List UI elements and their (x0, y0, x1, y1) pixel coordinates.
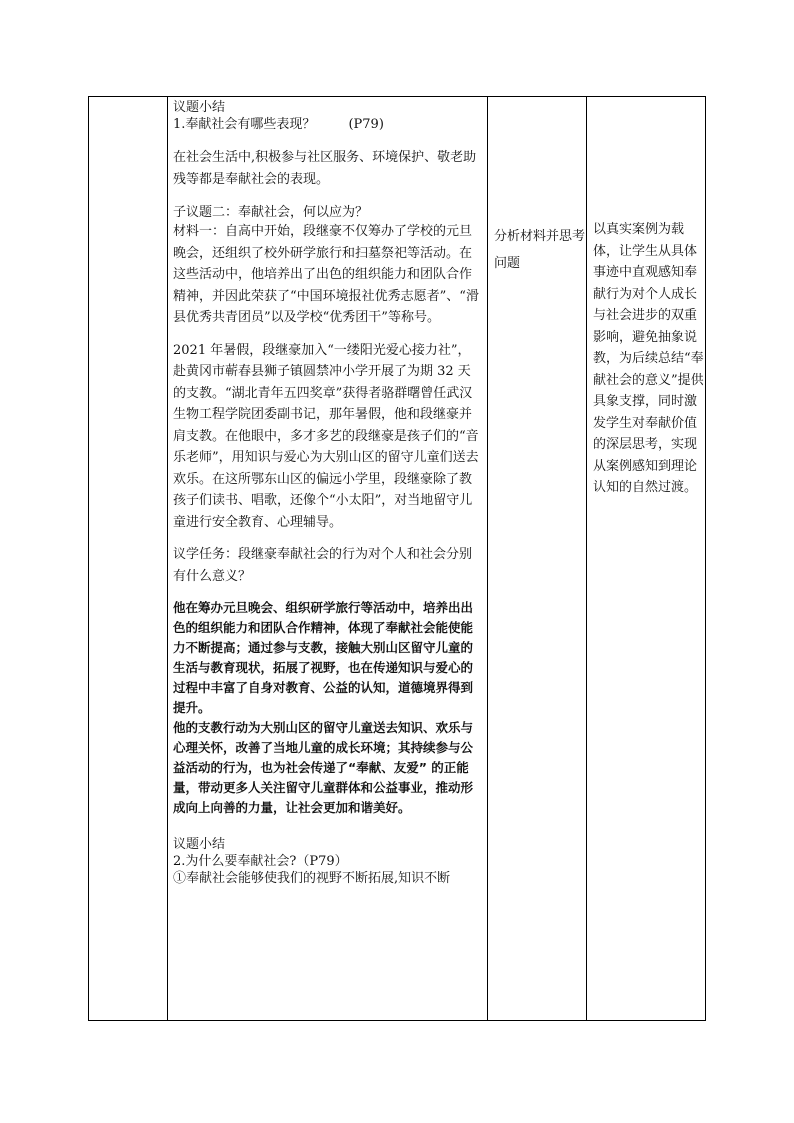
summary-answer: ①奉献社会能够使我们的视野不断拓展,知识不断 (173, 871, 451, 886)
lesson-table (88, 96, 706, 1021)
material-one: 材料一：自高中开始，段继豪不仅筹办了学校的元旦晚会，还组织了校外研学旅行和扫墓祭祀等活动。在这些活动中，他培养出了出色的组织能力和团队合作精神，并因此荣获了“中国环境报社优秀志愿者”、“滑县优秀共青团员”以及学校“优秀团干”等称号。 (173, 224, 479, 325)
student-activity: 分析材料并思考问题 (494, 229, 586, 271)
summary-heading: 议题小结 (173, 837, 226, 852)
design-intent: 以真实案例为载体，让学生从具体事迹中直观感知奉献行为对个人成长与社会进步的双重影响，避免抽象说教，为后续总结“奉献社会的意义”提供具象支撑，同时激发学生对奉献价值的深层思考，实现从案例感知到理论认知的自然过渡。 (593, 222, 704, 495)
summary-answer: 在社会生活中,积极参与社区服务、环境保护、敬老助残等都是奉献社会的表现。 (173, 150, 477, 187)
summary-heading: 议题小结 (173, 100, 226, 115)
summary-question: 1.奉献社会有哪些表现？ (P79) (173, 117, 384, 132)
task-answer: 他在筹办元旦晚会、组织研学旅行等活动中，培养出出色的组织能力和团队合作精神，体现了奉献社会能使能力不断提高；通过参与支教，接触大别山区留守儿童的生活与教育现状，拓展了视野，也在传递知识与爱心的过程中丰富了自身对教育、公益的认知，道德境界得到提升。 他的支教行动为大别山区的留守儿童送去知识、欢乐与心理关怀，改善了当地儿童的成长环境；其持续参与公益活动的行为，也为社会传递了“奉献、友爱” 的正能量，带动更多人关注留守儿童群体和公益事业，推动形成向上向善的力量，让社会更加和谐美好。 (173, 600, 474, 815)
student-activity-column (488, 97, 586, 1020)
learning-task: 议学任务：段继豪奉献社会的行为对个人和社会分别有什么意义？ (173, 547, 473, 584)
sub-topic-title: 子议题二：奉献社会，何以应为？ (173, 205, 369, 220)
material-two: 2021 年暑假，段继豪加入“一缕阳光爱心接力社”，赴黄冈市蕲春县狮子镇圆禁冲小学开展了为期 32 天的支教。“湖北青年五四奖章”获得者骆群曙曾任武汉生物工程学院团委副书记，那年暑假，他和段继豪并肩支教。在他眼中，多才多艺的段继豪是孩子们的“音乐老师”，用知识与爱心为大别山区的留守儿童们送去欢乐。在这所鄂东山区的偏远小学里，段继豪除了教孩子们读书、唱歌，还像个“小太阳”，对当地留守儿童进行安全教育、心理辅导。 (173, 342, 479, 530)
summary-question: 2.为什么要奉献社会?（P79） (173, 854, 348, 869)
design-intent-column (587, 97, 705, 1020)
teaching-content-column (168, 97, 487, 1020)
